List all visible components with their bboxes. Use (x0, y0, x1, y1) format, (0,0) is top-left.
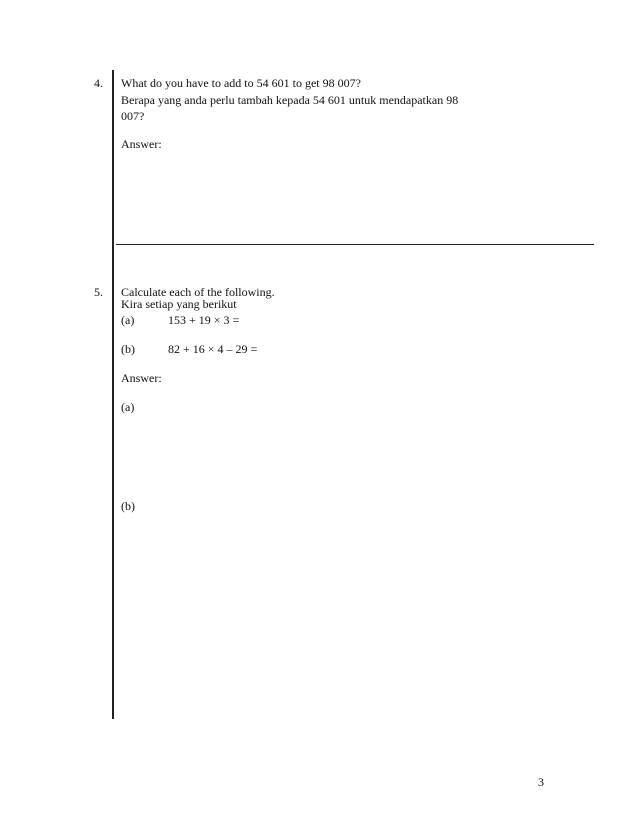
question-5-answer-label: Answer: (121, 371, 162, 385)
question-5-instruction-en: Calculate each of the following. (121, 285, 275, 299)
question-5-number: 5. (94, 285, 103, 299)
question-5-instruction-ms: Kira setiap yang berikut (121, 297, 237, 311)
page-number: 3 (538, 775, 544, 789)
question-5a-answer-label: (a) (121, 400, 135, 414)
question-divider (116, 244, 594, 245)
question-5b-answer-label: (b) (121, 499, 135, 513)
question-5a-expression: 153 + 19 × 3 = (168, 313, 240, 327)
question-4-text-en: What do you have to add to 54 601 to get 98 007? (121, 76, 361, 90)
question-5b-label: (b) (121, 342, 135, 356)
question-4-text-ms: Berapa yang anda perlu tambah kepada 54 601 untuk mendapatkan 98 (121, 93, 459, 107)
question-5b-expression: 82 + 16 × 4 – 29 = (168, 342, 258, 356)
question-4-text-ms-cont: 007? (121, 109, 145, 123)
margin-rule (112, 70, 114, 719)
question-4-number: 4. (94, 76, 103, 90)
question-4-answer-label: Answer: (121, 137, 162, 151)
question-5a-label: (a) (121, 313, 135, 327)
